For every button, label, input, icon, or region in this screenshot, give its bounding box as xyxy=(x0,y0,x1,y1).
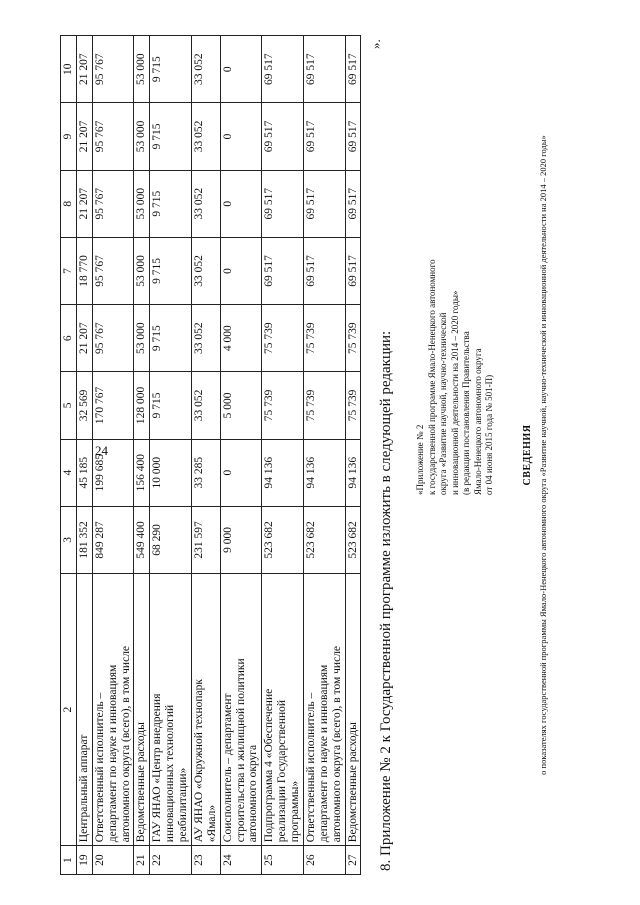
value-cell: 33 052 xyxy=(191,103,220,170)
value-cell: 69 517 xyxy=(262,170,304,237)
value-cell: 9 715 xyxy=(150,36,192,103)
value-cell: 75 739 xyxy=(303,305,345,372)
row-name-cell xyxy=(150,574,192,846)
value-cell: 0 xyxy=(220,103,262,170)
value-cell: 9 715 xyxy=(150,170,192,237)
value-cell: 69 517 xyxy=(262,36,304,103)
value-cell: 33 052 xyxy=(191,36,220,103)
value-cell: 69 517 xyxy=(345,36,361,103)
row-number-cell: 25 xyxy=(262,846,304,875)
value-cell: 0 xyxy=(220,439,262,506)
value-cell: 21 207 xyxy=(76,36,92,103)
row-name-line: Ведомственные расходы xyxy=(346,722,359,843)
row-name-line: Ответственный исполнитель – xyxy=(93,692,106,843)
value-cell: 33 052 xyxy=(191,305,220,372)
column-number-cell: 2 xyxy=(61,574,77,846)
row-number-cell: 22 xyxy=(150,846,192,875)
value-cell: 33 052 xyxy=(191,372,220,439)
row-name-line: строительства и жилищной политики xyxy=(234,658,247,843)
value-cell: 95 767 xyxy=(92,305,134,372)
value-cell: 0 xyxy=(220,170,262,237)
row-name-line: АУ ЯНАО «Окружной технопарк xyxy=(192,679,205,843)
value-cell: 69 517 xyxy=(303,36,345,103)
column-number-cell: 4 xyxy=(61,439,77,506)
row-name-cell xyxy=(191,574,220,846)
row-name-line: департамент по науке и инновациям xyxy=(317,664,330,843)
value-cell: 53 000 xyxy=(134,237,150,304)
value-cell: 53 000 xyxy=(134,103,150,170)
appendix-line: и инновационной деятельности на 2014 – 2020 годы» xyxy=(449,290,460,495)
value-cell: 5 000 xyxy=(220,372,262,439)
value-cell: 523 682 xyxy=(303,506,345,573)
value-cell: 69 517 xyxy=(345,170,361,237)
budget-table xyxy=(60,35,361,875)
table-row xyxy=(262,36,304,875)
row-number-cell: 23 xyxy=(191,846,220,875)
row-name-cell xyxy=(345,574,361,846)
value-cell: 45 185 xyxy=(76,439,92,506)
value-cell: 0 xyxy=(220,237,262,304)
value-cell: 549 400 xyxy=(134,506,150,573)
svedeniya-title: СВЕДЕНИЯ xyxy=(522,424,533,486)
value-cell: 33 285 xyxy=(191,439,220,506)
value-cell: 9 715 xyxy=(150,103,192,170)
value-cell: 9 715 xyxy=(150,372,192,439)
value-cell: 53 000 xyxy=(134,170,150,237)
value-cell: 69 517 xyxy=(345,103,361,170)
value-cell: 95 767 xyxy=(92,103,134,170)
value-cell: 18 770 xyxy=(76,237,92,304)
row-name-cell xyxy=(220,574,262,846)
value-cell: 69 517 xyxy=(262,237,304,304)
value-cell: 69 517 xyxy=(303,237,345,304)
value-cell: 53 000 xyxy=(134,36,150,103)
row-name-line: «Ямал» xyxy=(205,804,218,843)
appendix-line: Ямало-Ненецкого автономного округа xyxy=(472,348,483,495)
table-header-row xyxy=(61,36,77,875)
value-cell: 95 767 xyxy=(92,170,134,237)
value-cell: 0 xyxy=(220,36,262,103)
value-cell: 181 352 xyxy=(76,506,92,573)
row-name-line: Подпрограмма 4 «Обеспечение xyxy=(263,688,276,843)
table-row xyxy=(134,36,150,875)
row-number-cell: 24 xyxy=(220,846,262,875)
value-cell: 849 287 xyxy=(92,506,134,573)
appendix-line: (в редакции постановления Правительства xyxy=(461,331,472,495)
column-number-cell: 9 xyxy=(61,103,77,170)
value-cell: 94 136 xyxy=(345,439,361,506)
closing-quote-mark: ». xyxy=(368,39,383,49)
appendix-header xyxy=(415,255,496,495)
table-row xyxy=(191,36,220,875)
svedeniya-subtitle: о показателях государственной программы Ямало-Ненецкого автономного округа «Развитие научной, научно-технической и инновационной деятельности на 2014 – 2020 годы» xyxy=(538,135,548,775)
value-cell: 9 715 xyxy=(150,305,192,372)
column-number-cell: 1 xyxy=(61,846,77,875)
row-name-line: автономного округа xyxy=(247,744,260,843)
table-row xyxy=(76,36,92,875)
row-name-line: инновационных технологий xyxy=(164,704,177,843)
value-cell: 21 207 xyxy=(76,305,92,372)
row-name-cell xyxy=(92,574,134,846)
value-cell: 231 597 xyxy=(191,506,220,573)
value-cell: 33 052 xyxy=(191,237,220,304)
row-number-cell: 19 xyxy=(76,846,92,875)
value-cell: 95 767 xyxy=(92,36,134,103)
table-row xyxy=(92,36,134,875)
table-row xyxy=(345,36,361,875)
column-number-cell: 10 xyxy=(61,36,77,103)
value-cell: 69 517 xyxy=(345,237,361,304)
appendix-line: от 04 июня 2015 года № 501-П) xyxy=(484,374,495,495)
appendix-line: к государственной программе Ямало-Ненецкого автономного xyxy=(426,259,437,495)
row-name-line: департамент по науке и инновациям xyxy=(106,664,119,843)
value-cell: 33 052 xyxy=(191,170,220,237)
row-name-line: программы» xyxy=(289,780,301,843)
page-number: 24 xyxy=(95,443,108,458)
value-cell: 170 767 xyxy=(92,372,134,439)
row-name-line: Центральный аппарат xyxy=(77,734,90,843)
row-name-cell xyxy=(134,574,150,846)
row-number-cell: 20 xyxy=(92,846,134,875)
value-cell: 10 000 xyxy=(150,439,192,506)
row-number-cell: 27 xyxy=(345,846,361,875)
row-name-cell xyxy=(303,574,345,846)
value-cell: 128 000 xyxy=(134,372,150,439)
value-cell: 75 739 xyxy=(262,305,304,372)
value-cell: 75 739 xyxy=(262,372,304,439)
value-cell: 9 000 xyxy=(220,506,262,573)
row-name-line: автономного округа (всего), в том числе xyxy=(119,645,132,843)
value-cell: 75 739 xyxy=(303,372,345,439)
column-number-cell: 5 xyxy=(61,372,77,439)
rotated-page-content xyxy=(60,35,620,875)
row-name-line: Соисполнитель – департамент xyxy=(221,693,234,843)
value-cell: 523 682 xyxy=(262,506,304,573)
table-row xyxy=(303,36,345,875)
row-name-line: Ведомственные расходы xyxy=(135,722,148,843)
row-name-line: Ответственный исполнитель – xyxy=(304,692,317,843)
value-cell: 199 685 xyxy=(92,439,134,506)
value-cell: 523 682 xyxy=(345,506,361,573)
value-cell: 95 767 xyxy=(92,237,134,304)
column-number-cell: 7 xyxy=(61,237,77,304)
value-cell: 53 000 xyxy=(134,305,150,372)
column-number-cell: 8 xyxy=(61,170,77,237)
value-cell: 68 290 xyxy=(150,506,192,573)
row-name-cell xyxy=(76,574,92,846)
column-number-cell: 6 xyxy=(61,305,77,372)
budget-table-body xyxy=(61,36,361,875)
table-row xyxy=(220,36,262,875)
value-cell: 69 517 xyxy=(262,103,304,170)
row-name-cell xyxy=(262,574,304,846)
value-cell: 4 000 xyxy=(220,305,262,372)
row-name-line: ГАУ ЯНАО «Центр внедрения xyxy=(151,693,164,843)
table-row xyxy=(150,36,192,875)
column-number-cell: 3 xyxy=(61,506,77,573)
row-name-line: автономного округа (всего), в том числе xyxy=(330,645,343,843)
value-cell: 94 136 xyxy=(303,439,345,506)
value-cell: 9 715 xyxy=(150,237,192,304)
appendix-line: округа «Развитие научной, научно-технической xyxy=(438,312,449,495)
appendix-line: «Приложение № 2 xyxy=(415,424,425,495)
row-name-line: реабилитации» xyxy=(177,767,189,843)
value-cell: 75 739 xyxy=(345,372,361,439)
value-cell: 75 739 xyxy=(345,305,361,372)
value-cell: 32 569 xyxy=(76,372,92,439)
row-number-cell: 26 xyxy=(303,846,345,875)
value-cell: 69 517 xyxy=(303,103,345,170)
value-cell: 156 400 xyxy=(134,439,150,506)
item-8-paragraph: 8. Приложение № 2 к Государственной программе изложить в следующей редакции: xyxy=(378,330,394,871)
row-number-cell: 21 xyxy=(134,846,150,875)
value-cell: 69 517 xyxy=(303,170,345,237)
value-cell: 21 207 xyxy=(76,103,92,170)
row-name-line: реализации Государственной xyxy=(276,699,289,843)
value-cell: 21 207 xyxy=(76,170,92,237)
value-cell: 94 136 xyxy=(262,439,304,506)
